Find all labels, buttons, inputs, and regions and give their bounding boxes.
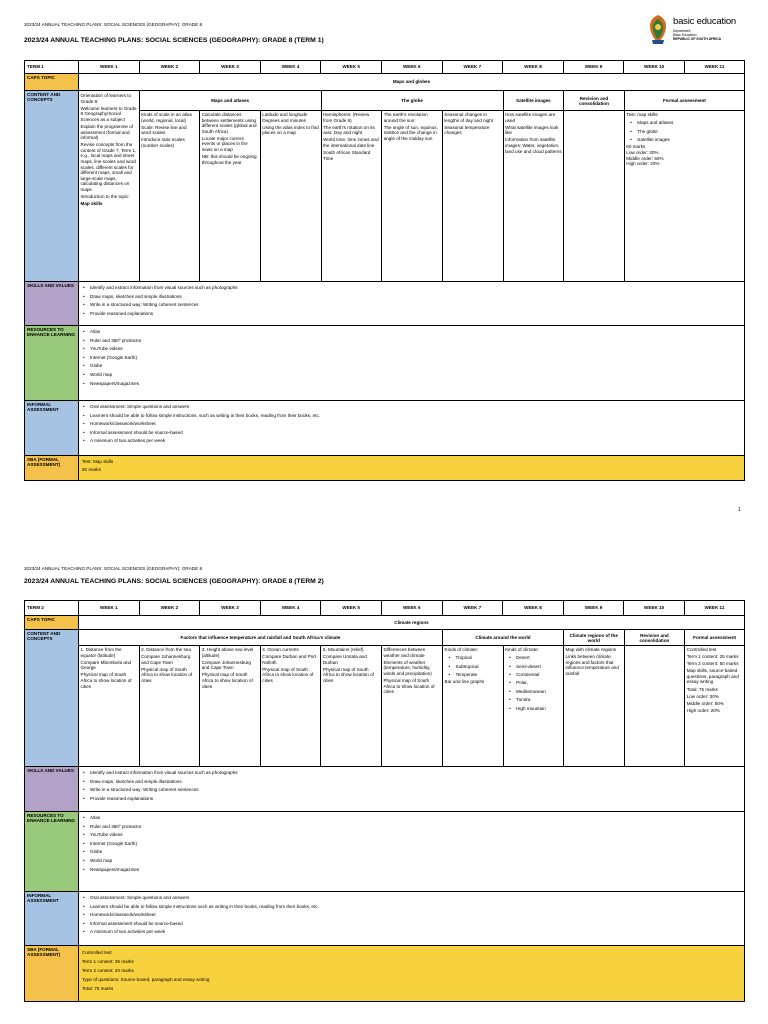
list-item: • Provide reasoned explanations	[82, 310, 741, 319]
cell-text: Middle order: 50%	[686, 700, 724, 706]
department-logo	[647, 13, 747, 49]
column-header: WEEK 8	[503, 601, 564, 615]
list-item: • Subtropical	[447, 663, 502, 671]
cell-text: High order: 20%	[626, 161, 660, 167]
row-label: CAPS TOPIC	[25, 616, 79, 629]
column-header: WEEK 10	[624, 601, 685, 615]
caps-topic-row	[25, 74, 744, 91]
column-header: WEEK 7	[443, 601, 504, 615]
logo-name: basic education	[673, 16, 737, 27]
subtopic-heading: Satellite images	[504, 91, 564, 111]
revision-group	[625, 630, 686, 766]
cell-text: High order: 20%	[686, 707, 720, 713]
maps-atlases-group	[140, 91, 322, 281]
cell-text: World time, time zones and the international date line	[323, 137, 379, 148]
row-label: CONTENT AND CONCEPTS	[25, 630, 79, 766]
list-item: • Informal assessment should be source-based	[82, 429, 741, 438]
list-item: • Satellite images	[628, 136, 742, 144]
caps-topic: Climate regions	[394, 619, 429, 625]
week6-content	[382, 646, 442, 766]
cell-text: Term 1 content: 25 marks	[686, 654, 739, 660]
list-item: • Globe	[82, 362, 741, 371]
cell-text: 60 marks	[82, 467, 101, 472]
row-label: INFORMAL ASSESSMENT	[25, 892, 79, 945]
formal-group	[685, 630, 744, 766]
row-label: INFORMAL ASSESSMENT	[25, 401, 79, 455]
list-item: • YouTube videos	[82, 345, 741, 354]
column-header: WEEK 1	[79, 601, 140, 615]
row-label: RESOURCES TO ENHANCE LEARNING	[25, 326, 79, 400]
cell-text: Scale: Revise line and word scales	[141, 124, 187, 136]
cell-text: Calculate distances between settlements using different scales (global and South Africa)	[201, 112, 257, 134]
column-header: WEEK 9	[564, 601, 625, 615]
caps-topic: Maps and globes	[392, 79, 431, 85]
cell-text: Compare Durban and Port Nolloth	[262, 654, 317, 665]
cell-text: Low order: 30%	[626, 149, 659, 155]
cell-text: Elements of weather (temperature, humidity, winds and precipitation)	[383, 659, 432, 676]
column-header: WEEK 11	[685, 601, 744, 615]
list-item: • Draw maps, sketches and simple illustrations	[82, 778, 741, 787]
row-label: CAPS TOPIC	[25, 74, 79, 90]
revision-group	[564, 91, 625, 281]
term2-table	[24, 600, 745, 1002]
row-label: SBA (FORMAL ASSESSMENT)	[25, 946, 79, 1001]
cell-text: Kinds of scale in an atlas (world, regional, local)	[141, 112, 192, 123]
informal-row	[25, 401, 744, 456]
cell-text: Test: map skills:	[626, 112, 659, 117]
column-header: WEEK 5	[321, 61, 382, 73]
list-item: • Globe	[82, 848, 741, 857]
column-header: WEEK 3	[200, 61, 261, 73]
cell-text: Physical map of South Africa to show location of cities	[322, 666, 374, 683]
row-label: SKILLS AND VALUES	[25, 282, 79, 325]
sba-row	[25, 456, 744, 480]
subtopic-heading: Factors that influence temperature and rainfall and South Africa's climate	[79, 630, 442, 646]
column-header: WEEK 1	[79, 61, 140, 73]
list-item: • Polar,	[507, 679, 561, 687]
sba-row	[25, 946, 744, 1001]
cell-text: Information from satellite images: Water, vegetation, land use and cloud patterns	[505, 137, 562, 154]
column-header: WEEK 4	[261, 61, 322, 73]
list-item: • Internet (Google Earth)	[82, 354, 741, 363]
list-item: • Atlas	[82, 814, 741, 823]
resources-content	[79, 812, 744, 891]
coat-of-arms-icon	[647, 13, 669, 46]
logo-line: REPUBLIC OF SOUTH AFRICA	[673, 37, 722, 41]
week11-content	[685, 646, 744, 766]
list-item: • Maps and atlases	[628, 119, 742, 127]
cell-text: Explain the programme of assessment (formal and informal)	[80, 123, 134, 141]
weeks10-11-content	[625, 111, 744, 281]
caps-topic-row	[25, 616, 744, 630]
week2-content	[140, 111, 201, 281]
resources-content	[79, 326, 744, 400]
list-item: • Newspapers/magazines	[82, 380, 741, 389]
cell-text: Term 1 content: 35 marks	[82, 959, 134, 964]
cell-text: Latitude and longitude Degrees and minutes	[262, 112, 308, 123]
resources-row	[25, 812, 744, 892]
list-item: • World map	[82, 371, 741, 380]
list-item: • High mountain	[507, 705, 561, 713]
column-header: WEEK 5	[321, 601, 382, 615]
list-item: • Internet (Google Earth)	[82, 840, 741, 849]
row-label: CONTENT AND CONCEPTS	[25, 91, 79, 281]
cell-text: Welcome learners to Grade 8 Geography/Social Sciences as a subject	[80, 105, 137, 122]
running-header: 2023/24 ANNUAL TEACHING PLANS: SOCIAL SCIENCES (GEOGRAPHY): GRADE 8	[24, 566, 203, 571]
column-header: WEEK 4	[261, 601, 322, 615]
list-item: • Homework/classwork/worksheet	[82, 420, 741, 429]
subtopic-heading: Climate around the world	[443, 630, 563, 646]
cell-text: The angle of sun, equinox, solstice and the change in angle of the midday sun	[383, 124, 438, 141]
cell-text: Controlled test	[686, 647, 717, 652]
column-header: WEEK 7	[443, 61, 504, 73]
cell-text: Map skills	[80, 201, 103, 207]
list-item: • A minimum of two activities per week	[82, 928, 741, 937]
cell-text: Physical map of South Africa to show location of cities	[262, 666, 314, 683]
cell-text: 4. Ocean currents	[262, 647, 299, 652]
list-item: • Oral assessment: Simple questions and answers	[82, 894, 741, 903]
list-item: • Ruler and 360º protractor	[82, 337, 741, 346]
cell-text: Total: 75 marks	[686, 686, 718, 692]
cell-text: Seasonal changes in lengths of day and night	[444, 112, 494, 123]
cell-text: Compare Mbombela and George	[80, 659, 132, 671]
week9-content	[564, 646, 624, 766]
cell-text: Physical map of South Africa to show location of cities	[141, 666, 193, 683]
cell-text: Orientation of learners to Grade 8:	[80, 93, 132, 104]
cell-text: Map skills, source-based questions, paragraph and essay writing	[686, 668, 739, 685]
skills-content	[79, 767, 744, 811]
cell-text: How satellite images are used	[505, 112, 556, 123]
resources-row	[25, 326, 744, 401]
column-header: WEEK 10	[624, 61, 685, 73]
globe-group	[322, 91, 504, 281]
cell-text: Seasonal temperature changes	[444, 124, 490, 136]
list-item: • Provide reasoned explanations	[82, 795, 741, 804]
cell-text: 3. Height above sea level (altitude)	[201, 647, 254, 658]
list-item: • Tropical	[447, 654, 502, 662]
week9-content	[564, 111, 624, 281]
page-title: 2023/24 ANNUAL TEACHING PLANS: SOCIAL SCIENCES (GEOGRAPHY): GRADE 8 (TERM 2)	[24, 578, 324, 585]
cell-text: Introduction to the topic:	[80, 194, 130, 200]
list-item: • Ruler and 360º protractor	[82, 823, 741, 832]
content-row	[25, 630, 744, 767]
list-item: • Mediterranean	[507, 688, 561, 696]
list-item: • World map	[82, 857, 741, 866]
week5-content	[322, 111, 383, 281]
list-item: • Learners should be able to follow simple instructions, such as writing in their books, reading from their books, etc.	[82, 412, 741, 421]
cell-text: Middle order: 50%	[626, 155, 664, 161]
list-item: • Homework/classwork/worksheet	[82, 911, 741, 920]
cell-text: Low order: 30%	[686, 693, 719, 699]
row-label: SBA (FORMAL ASSESSMENT)	[25, 456, 79, 480]
week10-content	[625, 646, 685, 766]
list-item: • Identify and extract information from visual sources such as photographs	[82, 284, 741, 293]
list-item: • Semi-desert	[507, 663, 561, 671]
cell-text: Physical map of South Africa to show location of cities	[80, 672, 132, 689]
cell-text: Physical map of South Africa to show location of cities	[383, 677, 435, 695]
week4-content	[261, 111, 321, 281]
cell-text: Controlled test	[82, 950, 112, 955]
list-item: • Write in a structured way: Writing coherent sentences	[82, 301, 741, 310]
cell-text: Differences between weather and climate	[383, 647, 426, 658]
content-row	[25, 91, 744, 282]
cell-text: Physical map of South Africa to show location of cities	[201, 672, 253, 689]
page-title: 2023/24 ANNUAL TEACHING PLANS: SOCIAL SCIENCES (GEOGRAPHY): GRADE 8 (TERM 1)	[24, 37, 324, 44]
skills-row	[25, 767, 744, 812]
skills-content	[79, 282, 744, 325]
week3-content	[200, 646, 261, 766]
satellite-group	[504, 91, 565, 281]
around-world-group	[443, 630, 564, 766]
cell-text: What satellite images look like	[505, 124, 559, 136]
cell-text: Term 2 content: 50 marks	[686, 661, 739, 667]
cell-text: 1. Distance from the equator (latitude)	[80, 647, 122, 658]
cell-text: The earth's revolution around the sun:	[383, 112, 428, 123]
cell-text: 2. Distance from the sea	[141, 647, 191, 652]
list-item: • The globe	[628, 128, 742, 136]
row-label: SKILLS AND VALUES	[25, 767, 79, 811]
column-header: WEEK 9	[564, 61, 625, 73]
sba-content	[79, 946, 744, 1001]
subtopic-heading: Formal assessment	[685, 630, 744, 646]
cell-text: 5. Mountains (relief)	[322, 647, 364, 652]
week8-content	[504, 111, 564, 281]
cell-text: Bar and line graphs	[444, 679, 485, 685]
list-item: • Continental	[507, 671, 561, 679]
cell-text: Using the atlas index to find places on a map	[262, 124, 319, 136]
list-item: • Oral assessment: Simple questions and answers	[82, 403, 741, 412]
cell-text: Kinds of climate:	[444, 647, 479, 652]
table-header-row	[25, 601, 744, 616]
column-header: WEEK 6	[382, 601, 443, 615]
list-item: • Write in a structured way: Writing coherent sentences	[82, 786, 741, 795]
week1-content	[79, 646, 140, 766]
logo-line: Basic Education	[673, 33, 697, 37]
week6-content	[382, 111, 443, 281]
list-item: • A minimum of two activities per week	[82, 437, 741, 446]
cell-text: South African Standard Time	[323, 150, 371, 161]
column-header: WEEK 11	[685, 61, 744, 73]
subtopic-heading: Revision and consolidation	[564, 91, 624, 111]
term1-table	[24, 60, 745, 481]
table-header-row	[25, 61, 744, 74]
cell-text: Locate major current events or places in the news on a map	[201, 135, 248, 153]
informal-content	[79, 892, 744, 945]
column-header: WEEK 6	[382, 61, 443, 73]
informal-content	[79, 401, 744, 455]
column-header: WEEK 2	[140, 601, 201, 615]
cell-text: NB: this should be ongoing throughout the year	[201, 154, 257, 165]
cell-text: 60 marks	[626, 144, 646, 150]
list-item: • Tundra	[507, 696, 561, 704]
cell-text: Compare Umtata and Durban	[322, 654, 367, 665]
subtopic-heading: Revision and consolidation	[625, 630, 685, 646]
list-item: • Atlas	[82, 328, 741, 337]
subtopic-heading: Maps and atlases	[140, 91, 321, 111]
cell-text: Compare Johannesburg and Cape Town	[201, 659, 251, 671]
week1-content	[79, 91, 140, 281]
page-term2	[0, 554, 768, 1024]
formal-group	[625, 91, 744, 281]
list-item: • Desert	[507, 654, 561, 662]
week2-content	[140, 646, 201, 766]
cell-text: Total: 75 marks	[82, 986, 114, 991]
week3-content	[200, 111, 261, 281]
cell-text: Links between climate regions and factors that influence temperature and rainfall	[565, 654, 619, 676]
subtopic-heading: Formal assessment	[625, 91, 744, 111]
column-header: TERM 2	[25, 601, 79, 615]
subtopic-heading: Climate regions of the world	[564, 630, 624, 646]
week5-content	[321, 646, 382, 766]
list-item: • Informal assessment should be source-based	[82, 920, 741, 929]
cell-text: Introduce ratio scales (number scales)	[141, 137, 185, 148]
list-item: • Newspapers/magazines	[82, 866, 741, 875]
logo-line: Department:	[673, 29, 692, 33]
running-header: 2023/24 ANNUAL TEACHING PLANS: SOCIAL SCIENCES (GEOGRAPHY): GRADE 8	[24, 22, 203, 27]
column-header: TERM 1	[25, 61, 79, 73]
cell-text: Kinds of climate:	[505, 647, 539, 652]
page-number: 1	[738, 507, 741, 513]
column-header: WEEK 3	[200, 601, 261, 615]
subtopic-heading: The globe	[322, 91, 503, 111]
cell-text: Hemispheres: (Review from Grade 6)	[323, 112, 370, 123]
cell-text: Revise concepts from the content of Grade 7, Term 1, e.g., local maps and street maps, line scales and word scales, different scales for different maps, small and large-scale maps, calculating distances on maps	[80, 142, 137, 192]
factors-group	[79, 630, 443, 766]
skills-row	[25, 282, 744, 326]
cell-text: The earth's rotation on its axis: Day and night	[323, 124, 375, 136]
week7-content	[443, 646, 504, 766]
list-item: • Learners should be able to follow simple instructions such as writing in their books, reading from their books, etc.	[82, 903, 741, 912]
week7-content	[443, 111, 503, 281]
column-header: WEEK 2	[140, 61, 201, 73]
informal-row	[25, 892, 744, 946]
cell-text: Term 2 content: 40 marks	[82, 968, 134, 973]
week4-content	[261, 646, 322, 766]
week8-content	[504, 646, 563, 766]
list-item: • YouTube videos	[82, 831, 741, 840]
list-item: • Draw maps, sketches and simple illustrations	[82, 293, 741, 302]
sba-content	[79, 456, 744, 480]
column-header: WEEK 8	[503, 61, 564, 73]
list-item: • Identify and extract information from visual sources such as photographs	[82, 769, 741, 778]
cell-text: Map with climate regions	[565, 647, 617, 652]
list-item: • Temperate	[447, 671, 502, 679]
row-label: RESOURCES TO ENHANCE LEARNING	[25, 812, 79, 891]
cell-text: Compare Johannesburg and Cape Town	[141, 654, 191, 665]
cell-text: Type of questions: Source-based, paragraph and essay writing	[82, 977, 210, 982]
regions-group	[564, 630, 625, 766]
cell-text: Test: Map skills	[82, 459, 114, 464]
